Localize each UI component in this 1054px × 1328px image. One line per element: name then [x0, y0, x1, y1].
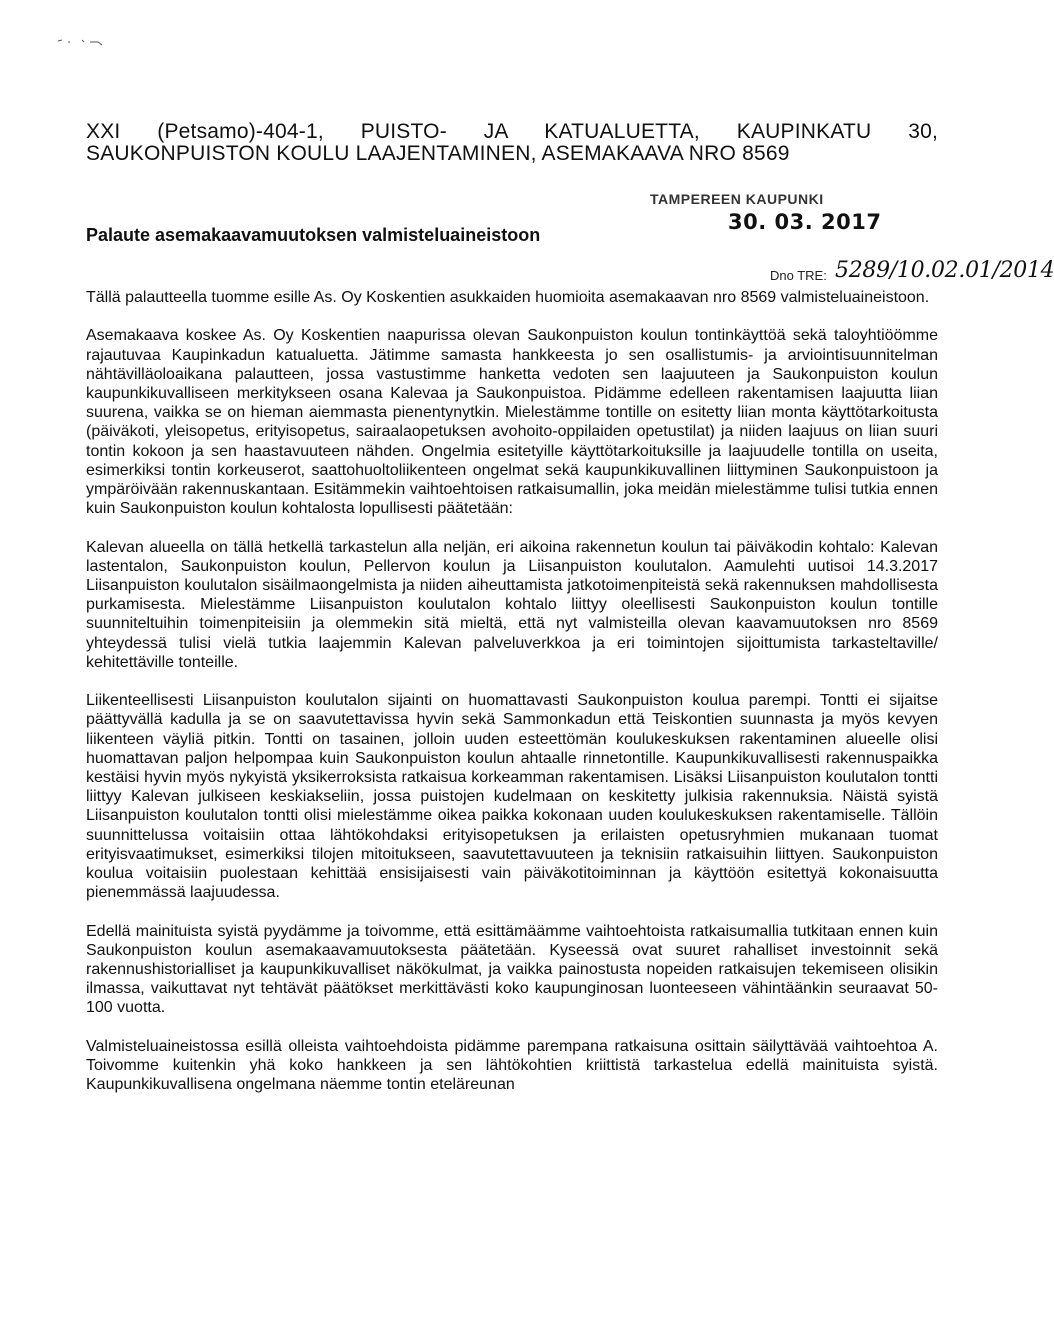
paragraph: Asemakaava koskee As. Oy Koskentien naapurissa olevan Saukonpuiston koulun tontinkäyttöä sekä taloyhtiöömme rajautuvaa Kaupinkadun katualuetta. Jätimme samasta hankkeesta jo sen osallistumis- ja arviointisuunnitelman nähtävilläoloaikana palautteen, jossa vastustimme hanketta vedoten sen laajuuteen ja Saukonpuiston koulun kaupunkikuvalliseen merkitykseen osana Kalevaa ja Saukonpuistoa. Pidämme edelleen rakentamisen laajuutta liian suurena, vaikka se on hieman aiemmasta pienentynytkin. Mielestämme tontille on esitetty liian monta käyttötarkoitusta (päiväkoti, yleisopetus, erityisopetus, sairaalaopetuksen avohoito-oppilaiden opetustilat) ja niiden laajuus on liian suuri tontin kokoon ja sen haastavuuteen nähden. Ongelmia esitetyille käyttötarkoituksille ja laajuudelle tontilla on useita, esimerkiksi tontin korkeuserot, saattohuoltoliikenteen ongelmat sekä kaupunkikuvallinen liittyminen Saukonpuistoon ja ympäröivään rakennuskantaan. Esitämmekin vaihtoehtoisen ratkaisumallin, joka meidän mielestämme tulisi tutkia ennen kuin Saukonpuiston koulun kohtalosta lopullisesti päätetään: — [86, 327, 938, 518]
document-subtitle: Palaute asemakaavamuutoksen valmisteluaineistoon — [86, 225, 541, 245]
scan-artifact-icon — [56, 36, 126, 46]
heading-line-1: XXI (Petsamo)-404-1, PUISTO- JA KATUALUETTA, KAUPINKATU 30, — [86, 120, 938, 143]
heading-line-2: SAUKONPUISTON KOULU LAAJENTAMINEN, ASEMAKAAVA NRO 8569 — [86, 142, 790, 165]
handwritten-reference-number: 5289/10.02.01/2014 — [835, 258, 1054, 283]
paragraph: Tällä palautteella tuomme esille As. Oy Koskentien asukkaiden huomioita asemakaavan nro 8569 valmisteluaineistoon. — [86, 289, 930, 306]
paragraph: Liikenteellisesti Liisanpuiston koulutalon sijainti on huomattavasti Saukonpuiston koulua parempi. Tontti ei sijaitse päättyvällä kadulla ja se on saavutettavissa hyvin sekä Sammonkadun että Teiskontien suunnasta ja myös kevyen liikenteen väyliä pitkin. Tontti on tasainen, jolloin uuden esteettömän koulukeskuksen rakentaminen alueelle olisi huomattavan paljon helpompaa kuin Saukonpuiston koulun ahtaalle rinnetontille. Kaupunkikuvallisesti rakennuspaikka kestäisi hyvin myös nykyistä yksikerroksista ratkaisua korkeamman rakentamisen. Lisäksi Liisanpuiston koulutalon tontti liittyy Kalevan julkiseen keskiakseliin, jossa puistojen kudelmaan on keskitetty julkisia rakennuksia. Näistä syistä Liisanpuiston koulutalon tontti olisi mielestämme oikea paikka kokonaan uuden koulukeskuksen rakentamiselle. Tällöin suunnittelussa voitaisiin ottaa lähtökohdaksi erityisopetuksen ja erilaisten opetusryhmien mukanaan tuomat erityisvaatimukset, esimerkiksi tilojen mitoitukseen, saavutettavuuteen ja teknisiin ratkaisuihin liittyen. Saukonpuiston koulua voitaisiin puolestaan kehittää ensisijaisesti vain päiväkotitoiminnan ja käyttöön esitettyä kokonaisuutta pienemmässä laajuudessa. — [86, 692, 938, 902]
received-stamp-office: TAMPEREEN KAUPUNKI — [650, 191, 824, 207]
document-heading — [86, 121, 938, 165]
paragraph: Valmisteluaineistossa esillä olleista vaihtoehdoista pidämme parempana ratkaisuna osittain säilyttävää vaihtoehtoa A. Toivomme kuitenkin yhä koko hankkeen ja sen lähtökohtien kriittistä tarkastelua edellä mainituista syistä. Kaupunkikuvallisena ongelmana näemme tontin eteläreunan — [86, 1037, 938, 1094]
paragraph: Kalevan alueella on tällä hetkellä tarkastelun alla neljän, eri aikoina rakennetun koulun tai päiväkodin kohtalo: Kalevan lastentalon, Saukonpuiston koulun, Pellervon koulun ja Liisanpuiston koulutalon. Aamulehti uutisoi 14.3.2017 Liisanpuiston koulutalon sisäilmaongelmista ja niiden aiheuttamista jatkotoimenpiteistä sekä rakennuksen mahdollisesta purkamisesta. Mielestämme Liisanpuiston koulutalon kohtalo liittyy oleellisesti Saukonpuiston koulun tontille suunniteltuihin toimenpiteisiin ja olemmekin sitä mieltä, että nyt valmisteilla olevan kaavamuutoksen nro 8569 yhteydessä tulisi vielä tutkia laajemmin Kalevan palveluverkkoa ja eri toimintojen sijoittumista tarkasteltaville/ kehitettäville tonteille. — [86, 538, 938, 671]
diary-number-label: Dno TRE: — [770, 268, 827, 283]
received-stamp-date: 30. 03. 2017 — [728, 210, 882, 234]
document-body — [86, 288, 938, 1114]
paragraph: Edellä mainituista syistä pyydämme ja toivomme, että esittämäämme vaihtoehtoista ratkaisumallia tutkitaan ennen kuin Saukonpuiston koulun asemakaavamuutoksesta päätetään. Kyseessä ovat suuret rahalliset investoinnit sekä rakennushistorialliset ja kaupunkikuvalliset näkökulmat, ja vaikka painostusta nopeiden ratkaisujen tekemiseen olisikin ilmassa, vaikuttavat nyt tehtävät päätökset merkittävästi koko kaupunginosan luonteeseen vähintäänkin seuraavat 50-100 vuotta. — [86, 922, 938, 1017]
